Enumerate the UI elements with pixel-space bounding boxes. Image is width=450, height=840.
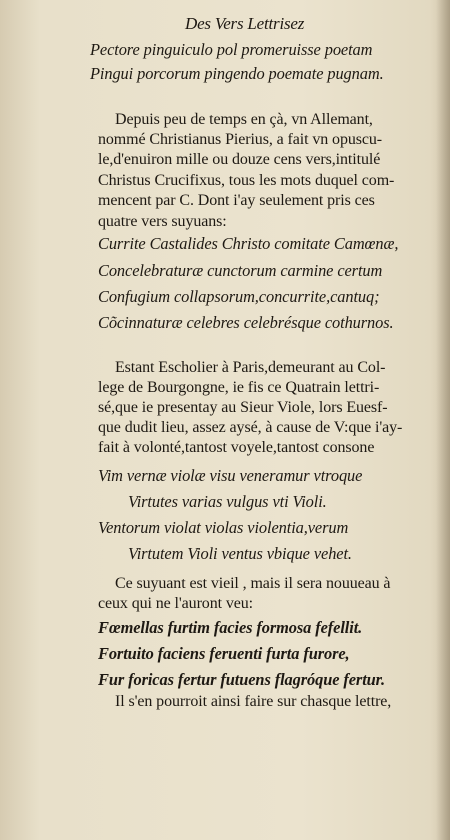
paragraph-line: lege de Bourgongne, ie fis ce Quatrain lettri- — [98, 379, 380, 396]
paragraph-line: que dudit lieu, assez aysé, à cause de V:que i'ay- — [98, 419, 403, 436]
paragraph-line: nommé Christianus Pierius, a fait vn opuscu- — [98, 131, 383, 148]
paragraph-line: ceux qui ne l'auront veu: — [98, 595, 254, 612]
verse-line: Ventorum violat violas violentia,verum — [98, 518, 349, 537]
paragraph-line: Christus Crucifixus, tous les mots duquel com- — [98, 172, 395, 189]
verse-line: Fortuito faciens feruenti furta furore, — [98, 644, 350, 663]
verse-line: Fœmellas furtim facies formosa fefellit. — [98, 618, 363, 637]
paragraph-line: Depuis peu de temps en çà, vn Allemant, — [115, 111, 373, 128]
verse-line: Concelebraturæ cunctorum carmine certum — [98, 261, 383, 280]
paragraph-line: le,d'enuiron mille ou douze cens vers,intitulé — [98, 151, 381, 168]
verse-line: Currite Castalides Christo comitate Camœnæ, — [98, 234, 399, 253]
paragraph-line: Estant Escholier à Paris,demeurant au Col- — [115, 359, 386, 376]
paragraph-line: quatre vers suyuans: — [98, 213, 227, 230]
paragraph-line: sé,que ie presentay au Sieur Viole, lors Euesf- — [98, 399, 388, 416]
verse-line: Virtutes varias vulgus vti Violi. — [128, 492, 327, 511]
verse-line: Vim vernæ violæ visu veneramur vtroque — [98, 466, 363, 485]
paragraph-line: fait à volonté,tantost voyele,tantost consone — [98, 439, 375, 456]
verse-line: Fur foricas fertur futuens flagróque fertur. — [98, 670, 386, 689]
verse-line: Pingui porcorum pingendo poemate pugnam. — [90, 64, 384, 83]
verse-line: Pectore pinguiculo pol promeruisse poetam — [90, 40, 373, 59]
verse-line: Virtutem Violi ventus vbique vehet. — [128, 544, 352, 563]
running-head: Des Vers Lettrisez — [185, 14, 305, 33]
verse-line: Cõcinnaturæ celebres celebrésque cothurnos. — [98, 313, 394, 332]
verse-line: Confugium collapsorum,concurrite,cantuq; — [98, 287, 380, 306]
paragraph-line: Ce suyuant est vieil , mais il sera nouueau à — [115, 575, 391, 592]
paragraph-line: Il s'en pourroit ainsi faire sur chasque lettre, — [115, 693, 392, 710]
page-edge-shadow — [436, 0, 450, 840]
paragraph-line: mencent par C. Dont i'ay seulement pris ces — [98, 192, 375, 209]
